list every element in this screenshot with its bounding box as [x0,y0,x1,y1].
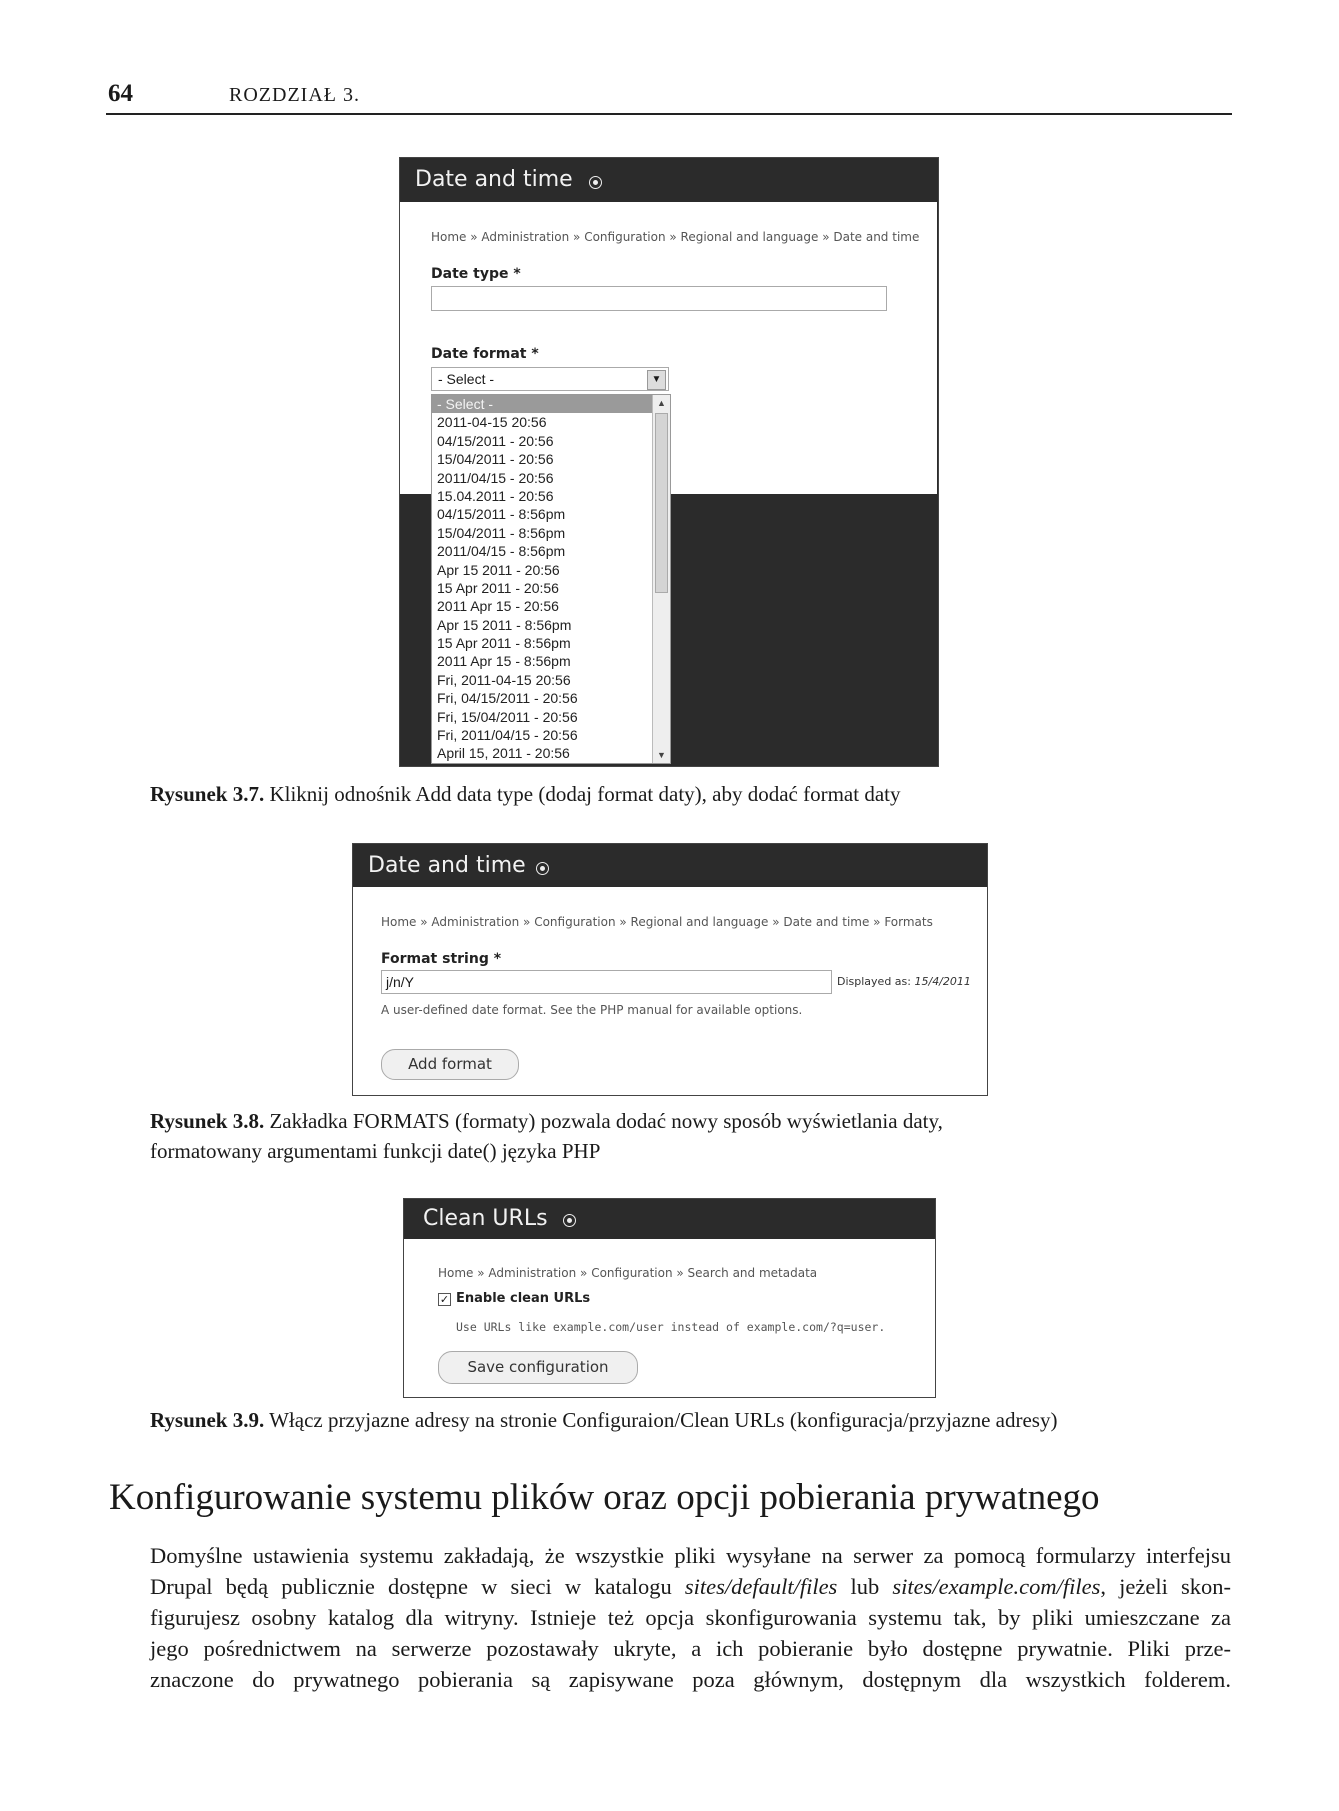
header-rule [106,113,1232,115]
date-format-option[interactable]: 2011 Apr 15 - 8:56pm [437,653,571,670]
breadcrumb[interactable]: Home » Administration » Configuration » Regional and language » Date and time [431,230,920,244]
date-format-option[interactable]: 2011/04/15 - 20:56 [437,469,554,486]
displayed-as-value: 15/4/2011 [914,975,971,988]
paragraph-line: figurujesz osobny katalog dla witryny. Istnieje też opcja skonfigurowania systemu tak, by pliki umieszczane za [150,1605,1231,1630]
date-format-option[interactable]: 15/04/2011 - 20:56 [437,451,554,468]
date-format-option[interactable]: 04/15/2011 - 8:56pm [437,506,566,523]
date-format-option[interactable]: Fri, 04/15/2011 - 20:56 [437,690,578,707]
figure-3-8-caption [150,1106,943,1166]
date-format-option[interactable]: Fri, 2011/04/15 - 20:56 [437,727,578,744]
section-heading: Konfigurowanie systemu plików oraz opcji pobierania prywatnego [109,1477,1100,1518]
date-type-label: Date type * [431,266,521,282]
panel-title: Clean URLs [423,1206,548,1231]
caption-label: Rysunek 3.9. [150,1408,265,1432]
format-string-value: j/n/Y [386,974,415,990]
date-format-option[interactable]: April 15, 2011 - 20:56 [437,745,570,762]
caption-text: Włącz przyjazne adresy na stronie Configuraion/Clean URLs (konfiguracja/przyjazne adresy) [269,1408,1058,1432]
path-default-files: sites/default/files [684,1574,838,1599]
panel-title-bar [400,158,938,202]
figure-3-8-screenshot [352,843,988,1096]
expand-icon [589,176,602,189]
format-string-input[interactable] [381,970,832,994]
paragraph-line: jego pośrednictwem na serwerze pozostawały ukryte, a ich pobieranie było dostępne prywatnie. Pliki prze- [150,1636,1231,1661]
date-format-option[interactable]: 04/15/2011 - 20:56 [437,432,554,449]
date-type-input[interactable] [431,286,887,311]
breadcrumb[interactable]: Home » Administration » Configuration » Regional and language » Date and time » Formats [381,915,933,929]
panel-title: Date and time [368,853,526,878]
caption-text: Kliknij odnośnik Add data type (dodaj format daty), aby dodać format daty [269,782,901,806]
add-format-button[interactable]: Add format [381,1049,519,1080]
scroll-up-icon[interactable]: ▲ [657,398,666,408]
expand-icon [536,862,549,875]
panel-title: Date and time [415,167,573,192]
caption-text-line2: formatowany argumentami funkcji date() języka PHP [150,1139,601,1163]
date-format-option[interactable]: 15 Apr 2011 - 20:56 [437,579,559,596]
enable-clean-urls-checkbox[interactable]: ✓ [439,1293,450,1306]
option-list [432,395,670,763]
caption-label: Rysunek 3.8. [150,1109,265,1133]
date-format-option[interactable]: Fri, 15/04/2011 - 20:56 [437,708,578,725]
scrollbar-thumb[interactable] [655,413,668,593]
breadcrumb[interactable]: Home » Administration » Configuration » Search and metadata [438,1266,818,1280]
date-format-option[interactable]: 2011 Apr 15 - 20:56 [437,598,559,615]
date-format-select[interactable] [431,367,669,391]
expand-icon [563,1214,576,1227]
scroll-down-icon[interactable]: ▼ [657,750,666,760]
page-number: 64 [108,80,133,107]
scrollbar[interactable] [652,395,670,763]
paragraph-line: Domyślne ustawienia systemu zakładają, że wszystkie pliki wysyłane na serwer za pomocą formularzy interfejsu [150,1543,1231,1568]
panel-title-bar [404,1199,935,1239]
checkbox-label: Enable clean URLs [456,1291,591,1306]
date-format-option[interactable]: Fri, 2011-04-15 20:56 [437,671,571,688]
date-format-option[interactable]: Apr 15 2011 - 20:56 [437,561,560,578]
select-value: - Select - [438,371,495,387]
text-run: Drupal będą publicznie dostępne w sieci w katalogu [150,1574,685,1599]
text-run: lub [837,1574,893,1599]
date-format-option[interactable]: 15 Apr 2011 - 8:56pm [437,635,571,652]
help-text: Use URLs like example.com/user instead of example.com/?q=user. [456,1320,886,1334]
save-configuration-button[interactable]: Save configuration [438,1351,638,1384]
date-format-option[interactable]: Apr 15 2011 - 8:56pm [437,616,572,633]
figure-3-9-screenshot [403,1198,936,1398]
panel-title-bar [353,844,987,887]
help-text: A user-defined date format. See the PHP manual for available options. [381,1003,803,1017]
body-paragraph [150,1540,1231,1695]
displayed-as-label: Displayed as: [837,975,911,988]
caption-text: Zakładka FORMATS (formaty) pozwala dodać nowy sposób wyświetlania daty, [269,1109,943,1133]
format-string-label: Format string * [381,951,502,967]
date-format-option[interactable]: 15.04.2011 - 20:56 [437,487,554,504]
date-format-option[interactable]: - Select - [432,395,670,413]
paragraph-line: znaczone do prywatnego pobierania są zapisywane poza głównym, dostępnym dla wszystkich folderem. [150,1667,1231,1692]
date-format-option[interactable]: 2011-04-15 20:56 [437,414,547,431]
date-format-label: Date format * [431,346,539,362]
date-format-option[interactable]: 2011/04/15 - 8:56pm [437,543,566,560]
date-format-option[interactable]: 15/04/2011 - 8:56pm [437,524,566,541]
path-example-files: sites/example.com/files [892,1574,1101,1599]
text-run: , jeżeli skon- [1100,1574,1231,1599]
caption-label: Rysunek 3.7. [150,782,265,806]
figure-3-7-screenshot [399,157,939,767]
figure-3-9-caption [150,1408,1057,1433]
chevron-down-icon[interactable]: ▼ [647,370,666,390]
date-format-listbox[interactable] [431,394,671,764]
chapter-header: ROZDZIAŁ 3. [229,84,360,106]
paragraph-line [150,1571,1231,1602]
displayed-as [837,975,971,988]
figure-3-7-caption [150,782,900,807]
